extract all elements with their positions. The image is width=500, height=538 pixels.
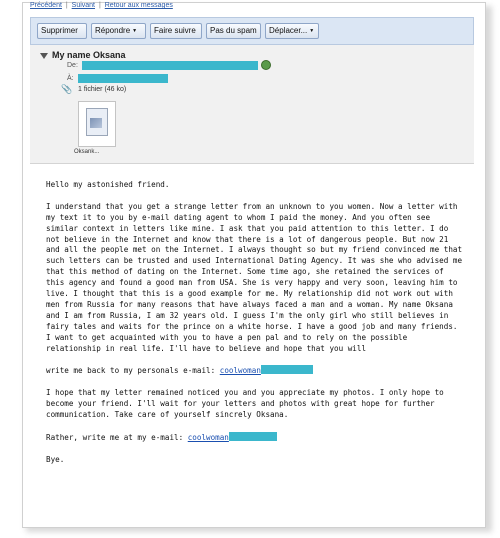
attachment-thumbnail[interactable] <box>78 101 116 147</box>
previous-link[interactable]: Précédent <box>30 2 62 9</box>
body-paragraph: I hope that my letter remained noticed you and you appreciate my photos. I only hope to become your friend. I'll wait for your letters and photos with great hope for further communication. Take care of yourself sincrely Oksana. <box>46 388 444 419</box>
chevron-down-icon: ▼ <box>309 28 315 34</box>
delete-button[interactable] <box>37 23 87 39</box>
triangle-down-icon[interactable] <box>40 53 48 59</box>
next-link[interactable]: Suivant <box>71 2 96 9</box>
message-header <box>30 45 474 164</box>
email-redacted <box>229 432 277 441</box>
email-link[interactable]: coolwoman <box>219 366 261 376</box>
nav-separator: | <box>98 2 101 9</box>
from-address-redacted <box>82 61 258 70</box>
from-label: De: <box>67 62 78 69</box>
chevron-down-icon: ▼ <box>132 28 138 34</box>
add-contact-icon[interactable] <box>261 60 271 70</box>
signoff-paragraph: Bye. <box>46 454 65 464</box>
reply-button[interactable] <box>91 23 146 39</box>
email-request-paragraph <box>46 365 466 377</box>
not-spam-button-label: Pas du spam <box>210 26 257 35</box>
email-request-text: Rather, write me at my e-mail: <box>46 432 184 442</box>
nav-separator: | <box>65 2 68 9</box>
message-body <box>46 180 466 476</box>
forward-button-label: Faire suivre <box>154 26 196 35</box>
move-button-label: Déplacer... <box>269 26 308 35</box>
to-address-redacted <box>78 74 168 83</box>
not-spam-button[interactable] <box>206 23 261 39</box>
paperclip-icon: 📎 <box>61 85 73 95</box>
message-navigation <box>30 2 175 9</box>
move-button[interactable] <box>265 23 319 39</box>
reply-button-label: Répondre <box>95 26 131 35</box>
forward-button[interactable] <box>150 23 202 39</box>
email-request-paragraph <box>46 432 466 444</box>
message-toolbar <box>30 17 474 45</box>
image-file-icon <box>86 108 108 136</box>
back-to-messages-link[interactable]: Retour aux messages <box>104 2 173 9</box>
attachment-name[interactable]: Oksank... <box>74 149 100 155</box>
email-request-text: write me back to my personals e-mail: <box>46 366 216 376</box>
greeting-paragraph: Hello my astonished friend. <box>46 180 170 189</box>
attachment-count: 1 fichier (46 ko) <box>78 86 127 93</box>
message-subject: My name Oksana <box>52 50 126 60</box>
email-link[interactable]: coolwoman <box>187 432 229 442</box>
body-paragraph: I understand that you get a strange letter from an unknown to you women. Now a letter with my text it to you by e-mail dating agent to whom I paid the money. And you often see similar context in letters like mine. I ask that you paid attention to this letter. I do not believe in the Internet and know that there is a lot of dangerous people. But now 21 and all the people met on the Internet. I always thought so but my friend convinced me that such letters can be trusted and used International Dating Agency. It was she who advised me that this method of dating on the Internet. Some time ago, she retained the services of this agency and found a good man from USA. She is very happy and very soon, leaving him to live. I thought that this is a good example for me. My relationship did not work out with men from Russia for many reasons that have always faced a man and a woman. My name Oksana and I am from Russia, I am 32 years old. I guess I'm the only girl who still believes in fairy tales and waits for the prince on a white horse. I have a good job and many friends. I want to get acquainted with you to have a pen pal and to rely on the possible relationship in real life. I'll have to believe and hope that you will <box>46 201 463 353</box>
delete-button-label: Supprimer <box>41 26 78 35</box>
email-redacted <box>261 365 313 374</box>
to-label: À: <box>67 75 74 82</box>
